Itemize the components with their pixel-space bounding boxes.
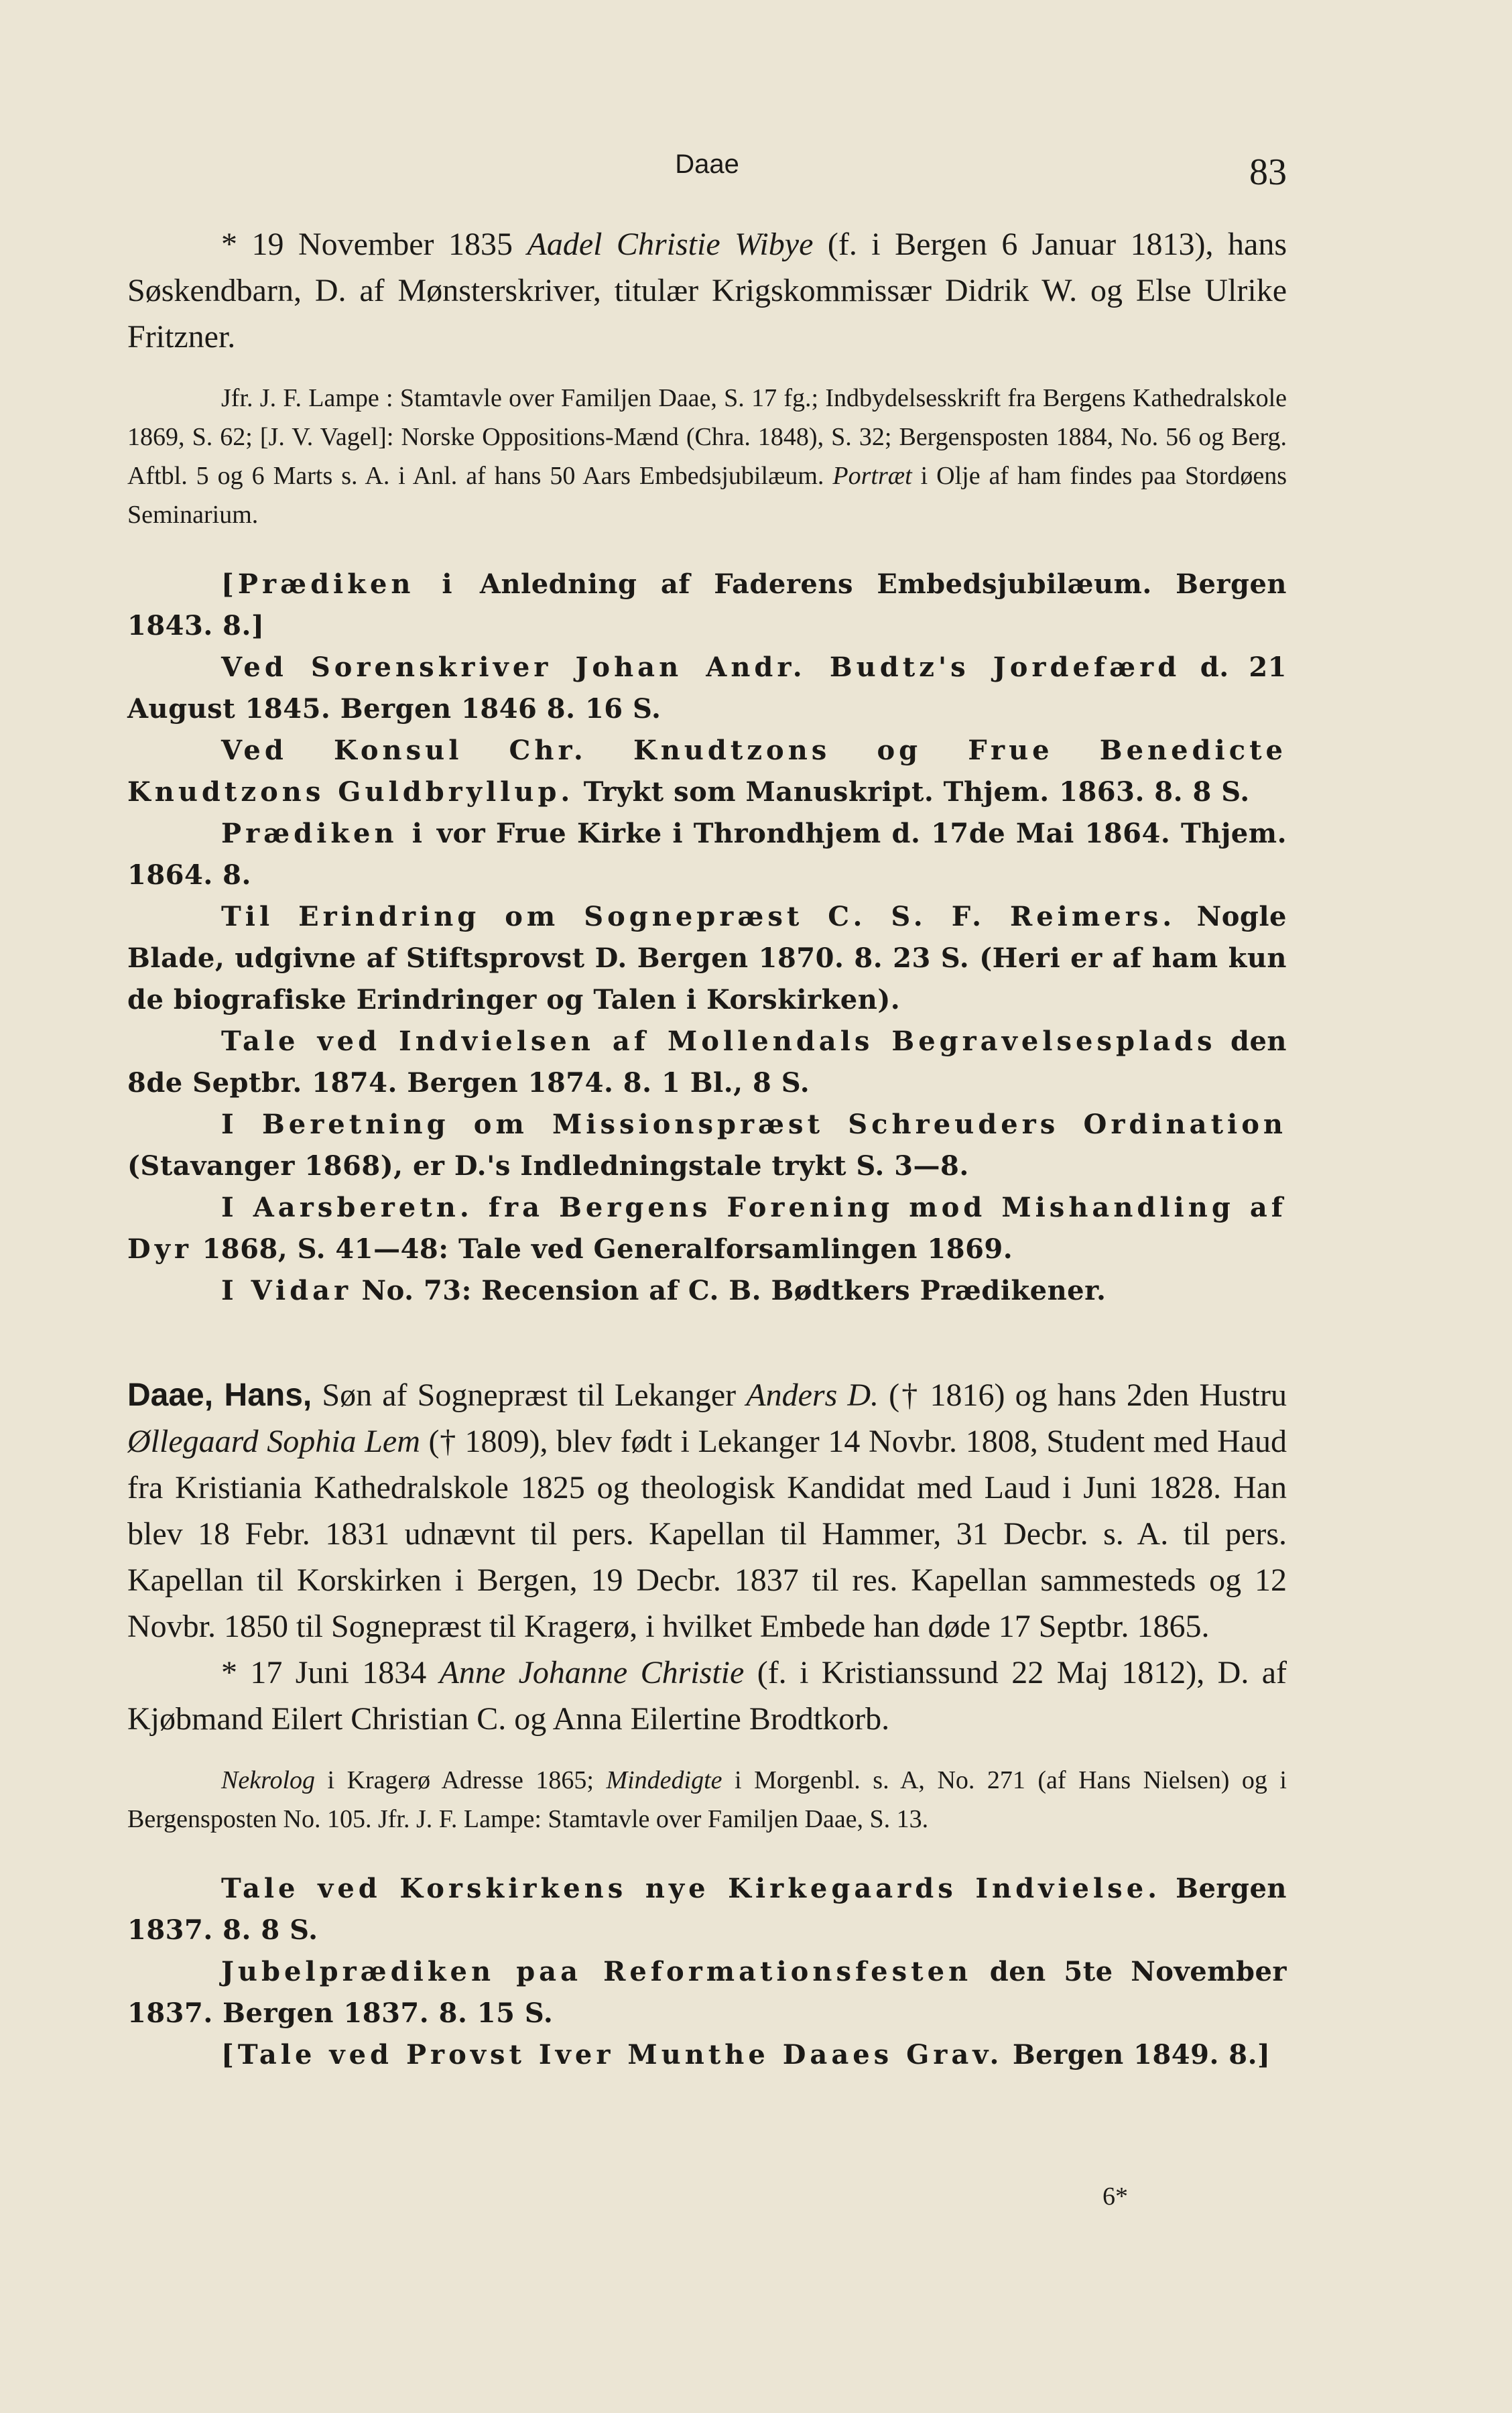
source-text: i Kragerø Adresse 1865; bbox=[315, 1766, 607, 1794]
entry1-works-list bbox=[127, 564, 1287, 1312]
work-entry bbox=[127, 730, 1287, 813]
source-label: Mindedigte bbox=[606, 1766, 722, 1794]
work-details: Nogle Blade, udgivne af Stiftsprovst D. Bergen 1870. 8. 23 S. (Heri er af ham kun de biografiske Erindringer og Talen i Korskirken). bbox=[127, 901, 1287, 1015]
work-details: No. 73: Recension af C. B. Bødtkers Prædikener. bbox=[352, 1275, 1107, 1306]
entry1-portrait-label: Portræt bbox=[832, 462, 912, 490]
work-title: [Tale ved Provst Iver Munthe Daaes Grav. bbox=[221, 2039, 1003, 2070]
entry1-spouse-name: Aadel Christie Wibye bbox=[527, 227, 814, 262]
mother-name: Øllegaard Sophia Lem bbox=[127, 1424, 420, 1459]
work-details: d. 21 August 1845. Bergen 1846 8. 16 S. bbox=[127, 652, 1287, 725]
work-details: den 8de Septbr. 1874. Bergen 1874. 8. 1 Bl., 8 S. bbox=[127, 1026, 1287, 1099]
work-details: vor Frue Kirke i Throndhjem d. 17de Mai 1864. Thjem. 1864. 8. bbox=[127, 818, 1287, 891]
source-text: i Morgenbl. s. A, No. 271 (af Hans Nielsen) og i Bergensposten No. 105. Jfr. J. F. Lampe: Stamtavle over Familjen Daae, S. 13. bbox=[127, 1766, 1287, 1833]
work-title: Jubelprædiken paa Reformationsfesten bbox=[221, 1956, 972, 1987]
entry1-marriage bbox=[127, 221, 1287, 360]
work-details: Bergen 1837. 8. 8 S. bbox=[127, 1873, 1287, 1946]
work-entry bbox=[127, 2034, 1287, 2076]
entry1-marriage-date: * 19 November 1835 bbox=[221, 227, 527, 262]
running-head: Daae bbox=[675, 149, 739, 179]
work-title: Tale ved Korskirkens nye Kirkegaards Indvielse. bbox=[221, 1873, 1161, 1904]
bio-text: Søn af Sognepræst til Lekanger bbox=[312, 1377, 747, 1413]
work-entry bbox=[127, 647, 1287, 730]
bio-text: († 1816) og hans 2den Hustru bbox=[879, 1377, 1287, 1413]
entry1-sources bbox=[127, 379, 1287, 534]
entry2-marriage bbox=[127, 1650, 1287, 1742]
work-title: Prædiken i bbox=[221, 818, 426, 849]
work-details: den 5te November 1837. Bergen 1837. 8. 15 S. bbox=[127, 1956, 1287, 2029]
bio-text: († 1809), blev født i Lekanger 14 Novbr. 1808, Student med Haud fra Kristiania Kathedralskole 1825 og theologisk Kandidat med Laud i Juni 1828. Han blev 18 Febr. 1831 udnævnt til pers. Kapellan til Hammer, 31 Decbr. s. A. til pers. Kapellan til Korskirken i Bergen, 19 Decbr. 1837 til res. Kapellan sammesteds og 12 Novbr. 1850 til Sognepræst til Kragerø, i hvilket Embede han døde 17 Septbr. 1865. bbox=[127, 1424, 1287, 1644]
work-title: Ved Konsul Chr. Knudtzons og Frue Benedicte Knudtzons Guldbryllup. bbox=[127, 735, 1287, 808]
work-details: Anledning af Faderens Embedsjubilæum. Bergen 1843. 8.] bbox=[127, 568, 1287, 641]
entry2-headword: Daae, Hans, bbox=[127, 1377, 312, 1413]
entry2-spouse-name: Anne Johanne Christie bbox=[439, 1655, 745, 1690]
work-entry bbox=[127, 564, 1287, 647]
work-title: Til Erindring om Sognepræst C. S. F. Reimers. bbox=[221, 901, 1176, 932]
work-title: I Vidar bbox=[221, 1275, 353, 1306]
entry2-works-list bbox=[127, 1868, 1287, 2076]
work-entry bbox=[127, 813, 1287, 896]
entry1-portrait-text: i Olje af ham findes paa Stordøens Seminarium. bbox=[127, 462, 1287, 529]
entry2-marriage-details: (f. i Kristianssund 22 Maj 1812), D. af Kjøbmand Eilert Christian C. og Anna Eilertine Brodtkorb. bbox=[127, 1655, 1287, 1737]
entry2-marriage-date: * 17 Juni 1834 bbox=[221, 1655, 440, 1690]
entry2-sources bbox=[127, 1761, 1287, 1839]
work-entry bbox=[127, 1104, 1287, 1187]
signature-mark: 6* bbox=[1102, 2182, 1128, 2211]
work-details: (Stavanger 1868), er D.'s Indledningstale trykt S. 3—8. bbox=[127, 1150, 969, 1182]
work-entry bbox=[127, 1270, 1287, 1312]
work-entry bbox=[127, 1951, 1287, 2034]
work-title: Ved Sorenskriver Johan Andr. Budtz's Jordefærd bbox=[221, 652, 1181, 683]
work-entry bbox=[127, 896, 1287, 1021]
page-number: 83 bbox=[1249, 151, 1287, 193]
work-title: Tale ved Indvielsen af Mollendals Begravelsesplads bbox=[221, 1026, 1216, 1057]
work-entry bbox=[127, 1868, 1287, 1951]
work-details: Trykt som Manuskript. Thjem. 1863. 8. 8 S. bbox=[574, 776, 1250, 808]
work-title: I Beretning om Missionspræst Schreuders Ordination bbox=[221, 1109, 1287, 1140]
page-header bbox=[127, 137, 1287, 191]
entry1-marriage-details: (f. i Bergen 6 Januar 1813), hans Søskendbarn, D. af Mønsterskriver, titulær Krigskommissær Didrik W. og Else Ulrike Fritzner. bbox=[127, 227, 1287, 355]
work-details: Bergen 1849. 8.] bbox=[1003, 2039, 1271, 2070]
entry2-biography bbox=[127, 1372, 1287, 1650]
entry1-sources-text: Jfr. J. F. Lampe : Stamtavle over Familjen Daae, S. 17 fg.; Indbydelsesskrift fra Bergens Kathedralskole 1869, S. 62; [J. V. Vagel]: Norske Oppositions-Mænd (Chra. 1848), S. 32; Bergensposten 1884, No. 56 og Berg. Aftbl. 5 og 6 Marts s. A. i Anl. af hans 50 Aars Embedsjubilæum. bbox=[127, 384, 1287, 490]
source-label: Nekrolog bbox=[221, 1766, 316, 1794]
work-entry bbox=[127, 1187, 1287, 1270]
work-details: 1868, S. 41—48: Tale ved Generalforsamlingen 1869. bbox=[192, 1233, 1013, 1265]
work-entry bbox=[127, 1021, 1287, 1104]
father-name: Anders D. bbox=[746, 1377, 879, 1413]
work-title: I Aarsberetn. fra Bergens Forening mod Mishandling af Dyr bbox=[127, 1192, 1287, 1265]
work-title: [Prædiken i bbox=[221, 568, 456, 600]
page-body bbox=[127, 221, 1287, 2076]
